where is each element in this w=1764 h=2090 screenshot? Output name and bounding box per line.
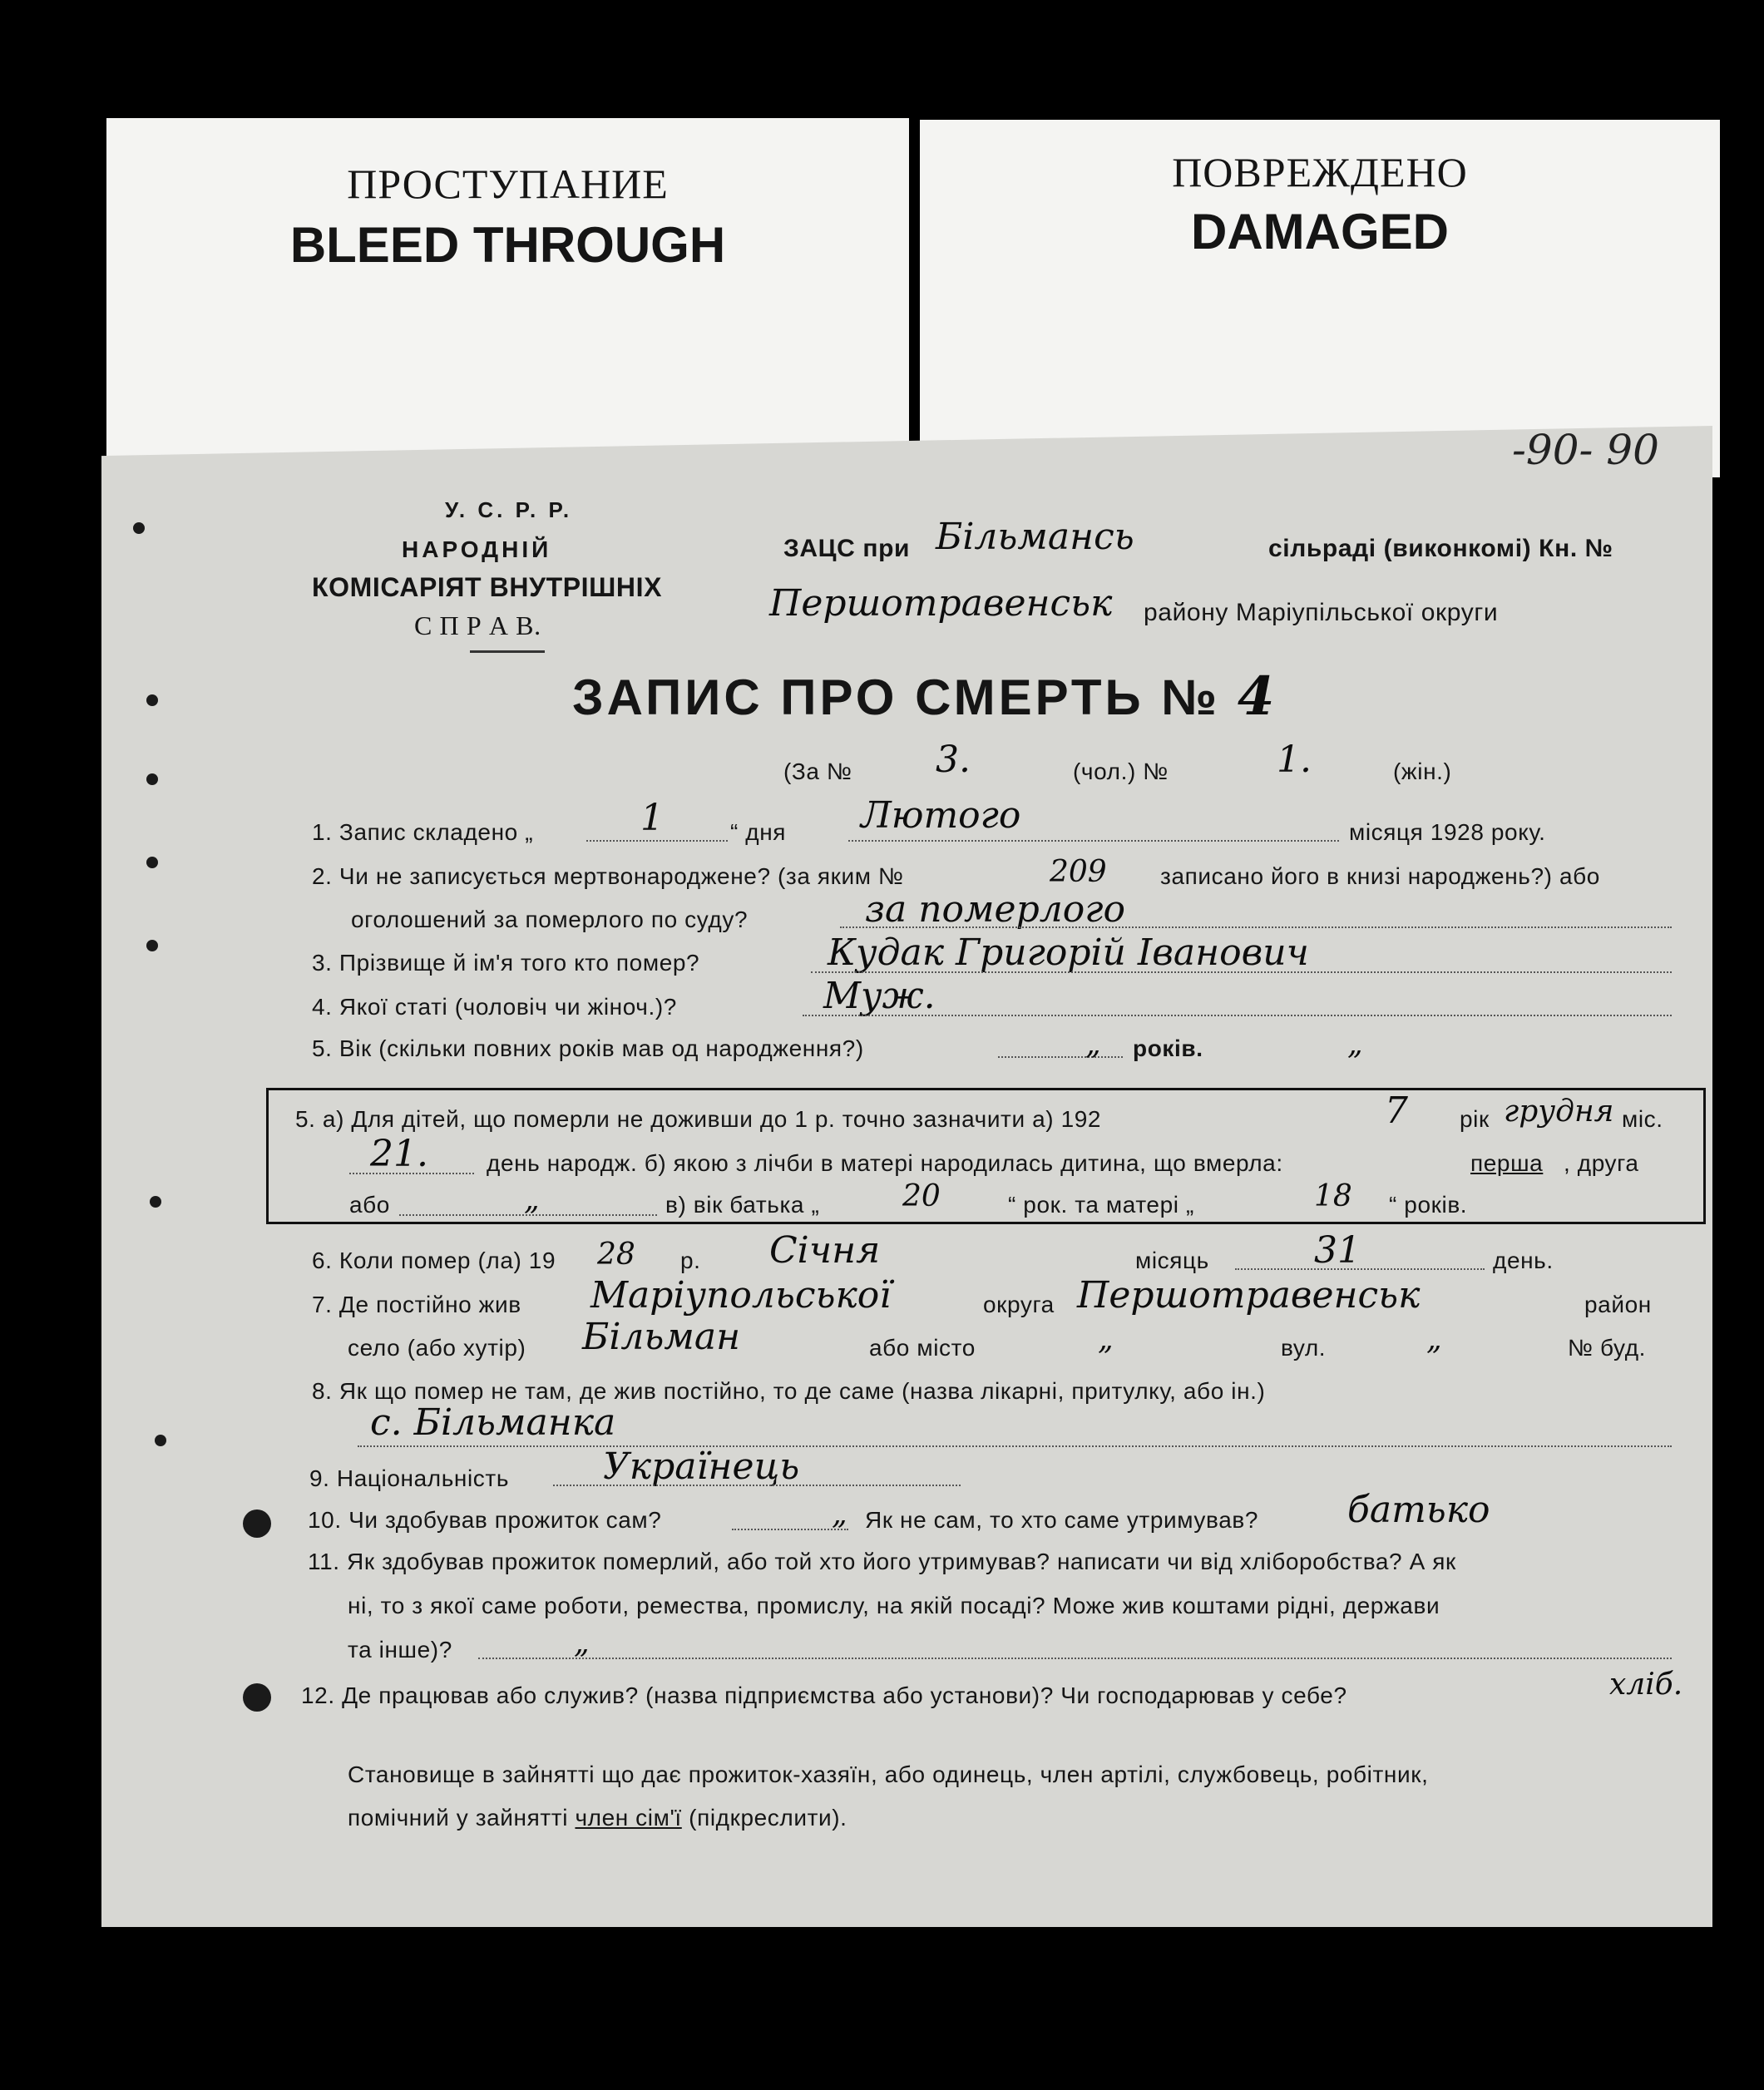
field10-dots <box>732 1529 848 1530</box>
box-line1-b: рік <box>1460 1106 1490 1132</box>
field5-age2: „ <box>1347 1027 1363 1061</box>
status-line-2 <box>348 1805 847 1831</box>
field11-label-3: та інше)? <box>348 1637 452 1663</box>
punch-hole-icon <box>146 694 158 706</box>
field10-label: 10. Чи здобував прожиток сам? <box>308 1507 662 1533</box>
field9-nationality: Українець <box>603 1445 800 1488</box>
field11-label-2: ні, то з якої саме роботи, ремества, промислу, на якій посаді? Може жив коштами рідні, держави <box>348 1593 1440 1618</box>
box-year: 7 <box>1385 1089 1408 1132</box>
zags-suffix: сільраді (виконкомі) Кн. № <box>1268 535 1613 562</box>
field4-dots <box>803 1015 1672 1016</box>
field1-day: 1 <box>640 797 664 839</box>
status-line-1: Становище в зайнятті що дає прожиток-хазяїн, або одинець, член артілі, службовець, робітник, <box>348 1761 1429 1787</box>
status-line-2-a: помічний у зайнятті <box>348 1805 569 1831</box>
field10-self: „ <box>832 1497 847 1531</box>
header-ussr: У. С. Р. Р. <box>445 497 573 522</box>
field12-label: 12. Де працював або служив? (назва підприємства або установи)? Чи господарював у себе? <box>301 1682 1347 1708</box>
field7-okr: округа <box>983 1292 1055 1317</box>
damaged-ru: ПОВРЕЖДЕНО <box>1172 149 1468 195</box>
field2b-dots <box>840 926 1672 928</box>
punch-hole-icon <box>150 1196 161 1208</box>
field1-end: місяця 1928 року. <box>1349 819 1546 845</box>
punch-hole-icon <box>243 1683 271 1712</box>
za-number-female: 1. <box>1277 739 1312 781</box>
box-line2-b: , друга <box>1564 1150 1639 1176</box>
field6-m: місяць <box>1135 1248 1209 1273</box>
field11-value: „ <box>574 1626 590 1660</box>
field7b-street-value: „ <box>1426 1322 1442 1356</box>
za-label-3: (жін.) <box>1393 758 1452 784</box>
field4-label: 4. Якої статі (чоловіч чи жіноч.)? <box>312 994 677 1020</box>
punch-hole-icon <box>146 857 158 868</box>
district-suffix: району Маріупільської округи <box>1144 599 1499 626</box>
field9-dots <box>553 1485 961 1486</box>
field7b-city: або місто <box>869 1335 976 1361</box>
status-line-2-b: (підкреслити). <box>689 1805 847 1831</box>
field11-dots <box>478 1658 1672 1659</box>
field5-dots <box>998 1056 1123 1058</box>
field10-supporter: батько <box>1347 1489 1490 1531</box>
field2b-label: оголошений за померлого по суду? <box>351 907 749 932</box>
field7b-label: село (або хутір) <box>348 1335 526 1361</box>
box-mother-age: 18 <box>1314 1179 1352 1213</box>
field6-dots <box>1235 1268 1485 1270</box>
field2-number: 209 <box>1050 855 1107 889</box>
field12-value: хліб. <box>1609 1668 1683 1702</box>
field7b-village: Більман <box>582 1316 741 1358</box>
bleed-through-ru: ПРОСТУПАНИЕ <box>347 161 669 207</box>
field11-label-1: 11. Як здобував прожиток померлий, або той хто його утримував? написати чи від хліборобства? А як <box>308 1549 1456 1574</box>
header-sprav: С П Р А В. <box>414 610 541 640</box>
field1-month: Лютого <box>861 794 1021 837</box>
box-line3-c: “ рок. та матері „ <box>1008 1192 1194 1218</box>
zags-prefix: ЗАЦС при <box>783 535 911 562</box>
box-line1-a: 5. а) Для дітей, що померли не доживши до 1 р. точно зазначити а) 192 <box>295 1106 1102 1132</box>
field7-label: 7. Де постійно жив <box>312 1292 521 1317</box>
field6-label: 6. Коли помер (ла) 19 <box>312 1248 556 1273</box>
field2b-value: за померлого <box>865 888 1125 931</box>
field8-place: с. Більманка <box>370 1401 616 1444</box>
field7-rayon-label: район <box>1584 1292 1652 1317</box>
box-line1-c: міс. <box>1622 1106 1663 1132</box>
field6-day: 31 <box>1314 1229 1361 1272</box>
field7b-city-value: „ <box>1098 1322 1114 1356</box>
za-number-male: 3. <box>936 739 971 781</box>
field1-label: 1. Запис складено „ <box>312 819 534 845</box>
field6-year: 28 <box>597 1238 635 1272</box>
field1-month-dots <box>848 840 1339 842</box>
box-line3-a: або <box>349 1192 390 1218</box>
field7-okrug: Маріупольської <box>590 1274 892 1317</box>
field2-label: 2. Чи не записується мертвонароджене? (за яким № <box>312 863 904 889</box>
punch-hole-icon <box>133 522 145 534</box>
field2-end: записано його в книзі народжень?) або <box>1160 863 1600 889</box>
field1-mid: “ дня <box>730 819 787 845</box>
field5-label: 5. Вік (скільки повних років мав од народження?) <box>312 1035 864 1061</box>
punch-hole-icon <box>155 1435 166 1446</box>
corner-archive-mark: -90- 90 <box>1512 426 1659 474</box>
header-rule <box>470 650 545 653</box>
field8-dots <box>358 1445 1672 1447</box>
district-handwritten: Першотравенськ <box>769 582 1113 625</box>
damaged-card <box>920 120 1720 477</box>
record-title <box>572 665 1277 728</box>
field7-rayon: Першотравенськ <box>1077 1274 1421 1317</box>
za-label-2: (чол.) № <box>1073 758 1169 784</box>
field5-mid: років. <box>1133 1035 1203 1061</box>
field3-name: Кудак Григорій Іванович <box>828 931 1309 974</box>
field9-label: 9. Національність <box>309 1465 510 1491</box>
field8-label: 8. Як що помер не там, де жив постійно, то де саме (назва лікарні, притулку, або ін.) <box>312 1378 1266 1404</box>
box-line2-a: день народж. б) якою з лічби в матері народилась дитина, що вмерла: <box>487 1150 1283 1176</box>
za-label-1: (За № <box>783 758 852 784</box>
header-komisariat: КОМІСАРІЯТ ВНУТРІШНІХ <box>312 572 663 602</box>
header-narodniy: НАРОДНІЙ <box>402 536 552 562</box>
box-or-value: „ <box>524 1183 540 1217</box>
punch-hole-icon <box>243 1509 271 1538</box>
bleed-through-card <box>106 118 909 484</box>
field5-age: „ <box>1085 1027 1101 1061</box>
bleed-through-en: BLEED THROUGH <box>289 217 726 273</box>
field7b-house: № буд. <box>1568 1335 1647 1361</box>
punch-hole-icon <box>146 773 158 785</box>
field6-month: Січня <box>769 1229 881 1272</box>
field6-p: р. <box>680 1248 701 1273</box>
record-title-text: ЗАПИС ПРО СМЕРТЬ № <box>572 669 1221 725</box>
field1-dots <box>586 840 728 842</box>
box-month: грудня <box>1504 1094 1614 1129</box>
box-father-age: 20 <box>902 1179 941 1213</box>
zags-village-handwritten: Більмансь <box>936 516 1134 558</box>
damaged-en: DAMAGED <box>1191 204 1449 259</box>
field3-dots <box>811 971 1672 973</box>
field10-mid: Як не сам, то хто саме утримував? <box>865 1507 1259 1533</box>
box-day: 21. <box>370 1133 428 1175</box>
field6-d: день. <box>1493 1248 1554 1273</box>
punch-hole-icon <box>146 940 158 951</box>
box-first-underlined: перша <box>1470 1150 1544 1176</box>
field4-sex: Муж. <box>823 975 936 1017</box>
field3-label: 3. Прізвище й ім'я того кто помер? <box>312 950 700 976</box>
status-member-family: член сім'ї <box>575 1805 682 1831</box>
field7b-street: вул. <box>1281 1335 1327 1361</box>
box-line3-d: “ років. <box>1389 1192 1468 1218</box>
box-line3-b: в) вік батька „ <box>665 1192 820 1218</box>
record-number-handwritten: 4 <box>1237 665 1278 728</box>
